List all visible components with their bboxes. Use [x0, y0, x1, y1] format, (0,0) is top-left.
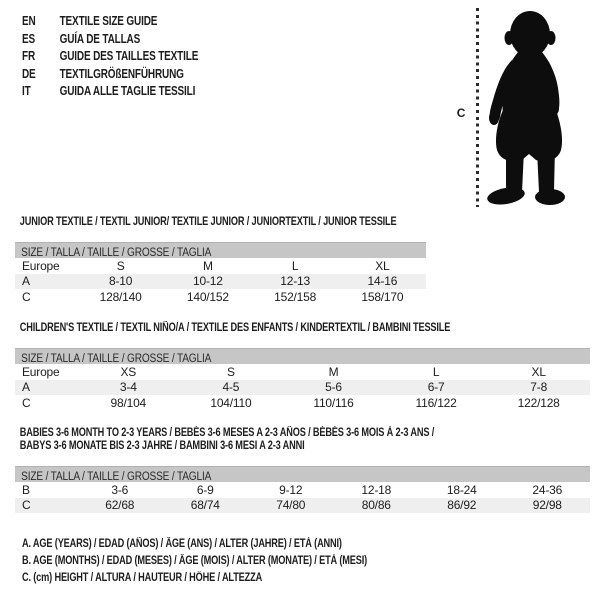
language-title-list — [22, 13, 242, 101]
size-value: S — [226, 364, 235, 379]
table-title-line: BABYS 3-6 MONATE BIS 2-3 JAHRE / BAMBINI 3-6 MESI A 2-3 ANNI — [19, 440, 305, 452]
size-value: 3-6 — [111, 482, 129, 497]
size-value: 12-18 — [361, 482, 392, 497]
junior-size-table — [15, 216, 426, 305]
row-label: A — [22, 274, 30, 289]
language-title: GUIDE DES TAILLES TEXTILE — [59, 49, 199, 63]
size-value: M — [202, 258, 213, 273]
children-size-table — [15, 322, 590, 411]
size-value: 122/128 — [517, 395, 560, 410]
footnote-line-c: C. (cm) HEIGHT / ALTURA / HAUTEUR / HÖHE / ALTEZZA — [22, 572, 263, 584]
size-value: L — [291, 258, 299, 273]
row-label: B — [22, 482, 30, 497]
row-label: Europe — [22, 364, 60, 379]
size-value: 128/140 — [99, 289, 142, 304]
language-title: TEXTILE SIZE GUIDE — [59, 14, 158, 28]
language-row-en — [22, 13, 198, 31]
size-value: XS — [120, 364, 137, 379]
size-row-a — [15, 274, 426, 290]
size-value: 104/110 — [210, 395, 252, 410]
footnote-line-b: B. AGE (MONTHS) / EDAD (MESES) / ÂGE (MOIS) / ALTER (MONATE) / ETÀ (MESI) — [22, 555, 368, 567]
size-value: M — [328, 364, 339, 379]
size-value: 152/158 — [274, 289, 317, 304]
row-label: C — [22, 289, 31, 304]
size-value: 110/116 — [313, 395, 354, 410]
size-row-a — [15, 380, 590, 396]
size-value: 10-12 — [193, 274, 223, 289]
size-value: S — [116, 258, 125, 273]
size-value: 98/104 — [110, 395, 147, 410]
size-row-c — [15, 498, 590, 514]
size-value: 4-5 — [222, 380, 240, 395]
size-value: 6-7 — [427, 380, 445, 395]
size-value: 7-8 — [530, 380, 548, 395]
size-value: 8-10 — [109, 274, 133, 289]
size-value: 116/122 — [415, 395, 457, 410]
language-code: ES — [22, 31, 36, 46]
table-title-line: JUNIOR TEXTILE / TEXTIL JUNIOR/ TEXTILE JUNIOR / JUNIORTEXTIL / JUNIOR TESSILE — [19, 216, 397, 228]
language-code: IT — [22, 84, 31, 98]
babies-size-table — [15, 427, 590, 513]
size-header-label: SIZE / TALLA / TAILLE / GRÖSSE / TAGLIA — [21, 247, 212, 259]
row-label: A — [22, 380, 30, 395]
language-row-de — [22, 66, 198, 84]
size-value: XL — [531, 364, 546, 379]
size-value: 3-4 — [119, 380, 137, 395]
size-value: XL — [375, 258, 390, 273]
size-value: 92/98 — [532, 498, 562, 513]
height-dashed-line — [476, 8, 479, 207]
size-header-bar — [15, 348, 590, 364]
height-marker-label: C — [456, 106, 466, 120]
size-header-label: SIZE / TALLA / TAILLE / GRÖSSE / TAGLIA — [21, 471, 212, 483]
size-value: 140/152 — [186, 289, 229, 304]
language-row-es — [22, 31, 198, 49]
size-value: 62/68 — [105, 498, 135, 513]
size-value: 6-9 — [196, 482, 214, 497]
size-header-bar — [15, 466, 590, 482]
row-label: Europe — [22, 258, 60, 273]
size-value: 80/86 — [361, 498, 391, 513]
language-row-it — [22, 83, 198, 101]
footnote-line-a: A. AGE (YEARS) / EDAD (AÑOS) / ÂGE (ANS) / ALTER (JAHRE) / ETÀ (ANNI) — [22, 538, 342, 550]
size-header-bar — [15, 242, 426, 258]
table-title-line: BABIES 3-6 MONTH TO 2-3 YEARS / BEBÉS 3-6 MESES A 2-3 AÑOS / BÉBÉS 3-6 MOIS À 2-3 ANS / — [19, 427, 435, 439]
language-row-fr — [22, 48, 198, 66]
size-value: 14-16 — [367, 274, 398, 289]
size-row-c — [15, 395, 590, 411]
size-value: 18-24 — [446, 482, 477, 497]
language-title: GUIDA ALLE TAGLIE TESSILI — [59, 84, 196, 98]
toddler-silhouette — [482, 8, 582, 208]
size-value: L — [432, 364, 440, 379]
size-value: 9-12 — [279, 482, 303, 497]
size-value: 12-13 — [280, 274, 310, 289]
language-title: TEXTILGRÖßENFÜHRUNG — [59, 66, 184, 81]
language-code: FR — [22, 49, 36, 63]
size-value: 74/80 — [276, 498, 306, 513]
row-label: C — [22, 498, 31, 513]
size-value: 86/92 — [447, 498, 477, 513]
size-header-label: SIZE / TALLA / TAILLE / GRÖSSE / TAGLIA — [21, 353, 212, 365]
size-value: 68/74 — [190, 498, 220, 513]
language-code: EN — [22, 14, 36, 28]
footnote-legend — [22, 536, 453, 587]
size-value: 5-6 — [325, 380, 342, 395]
size-value: 24-36 — [532, 482, 563, 497]
table-title-line: CHILDREN'S TEXTILE / TEXTIL NIÑO/A / TEXTILE DES ENFANTS / KINDERTEXTIL / BAMBINI TESSILE — [19, 322, 451, 334]
size-value: 158/170 — [361, 289, 404, 304]
language-code: DE — [22, 66, 36, 81]
row-label: C — [22, 395, 31, 410]
size-row-c — [15, 289, 426, 305]
language-title: GUÍA DE TALLAS — [59, 31, 141, 46]
